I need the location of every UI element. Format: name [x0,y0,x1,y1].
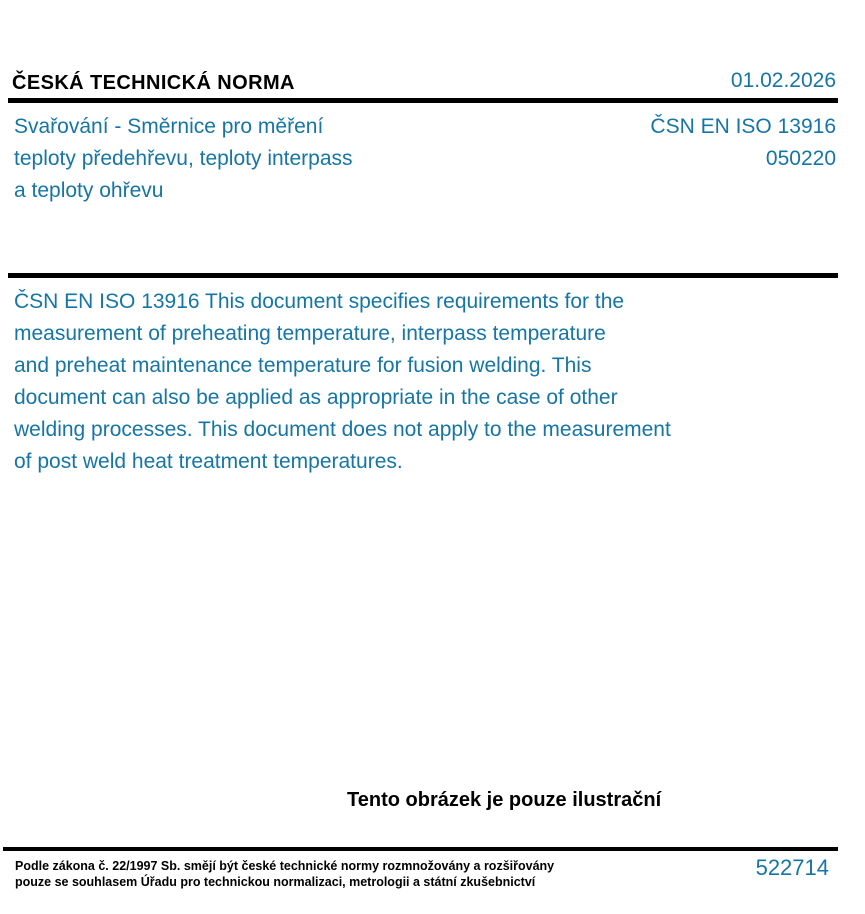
abstract-text [14,286,671,478]
standard-code: ČSN EN ISO 13916 [650,115,836,138]
abstract-line: of post weld heat treatment temperatures. [14,450,403,473]
abstract-line: welding processes. This document does not apply to the measurement [14,418,671,441]
page-title: ČESKÁ TECHNICKÁ NORMA [12,72,295,94]
subject-line: a teploty ohřevu [14,179,164,202]
footer-rule [3,847,838,851]
effective-date: 01.02.2026 [730,69,836,92]
abstract-line: ČSN EN ISO 13916 This document specifies requirements for the [14,290,625,313]
subject-title [14,111,353,207]
subject-line: teploty předehřevu, teploty interpass [14,147,353,170]
legal-notice-line: Podle zákona č. 22/1997 Sb. smějí být české technické normy rozmnožovány a rozšiřovány [15,859,555,873]
legal-notice-line: pouze se souhlasem Úřadu pro technickou normalizaci, metrologii a státní zkušebnictví [15,875,536,889]
order-number: 522714 [755,855,829,880]
illustrative-note: Tento obrázek je pouze ilustrační [347,789,662,811]
legal-notice [15,858,554,890]
divider-rule [8,273,838,278]
class-code: 050220 [765,147,836,170]
abstract-line: and preheat maintenance temperature for fusion welding. This [14,354,592,377]
standard-codes [650,111,836,175]
header-rule [8,98,838,103]
subject-line: Svařování - Směrnice pro měření [14,115,324,138]
abstract-line: measurement of preheating temperature, interpass temperature [14,322,606,345]
abstract-line: document can also be applied as appropriate in the case of other [14,386,618,409]
